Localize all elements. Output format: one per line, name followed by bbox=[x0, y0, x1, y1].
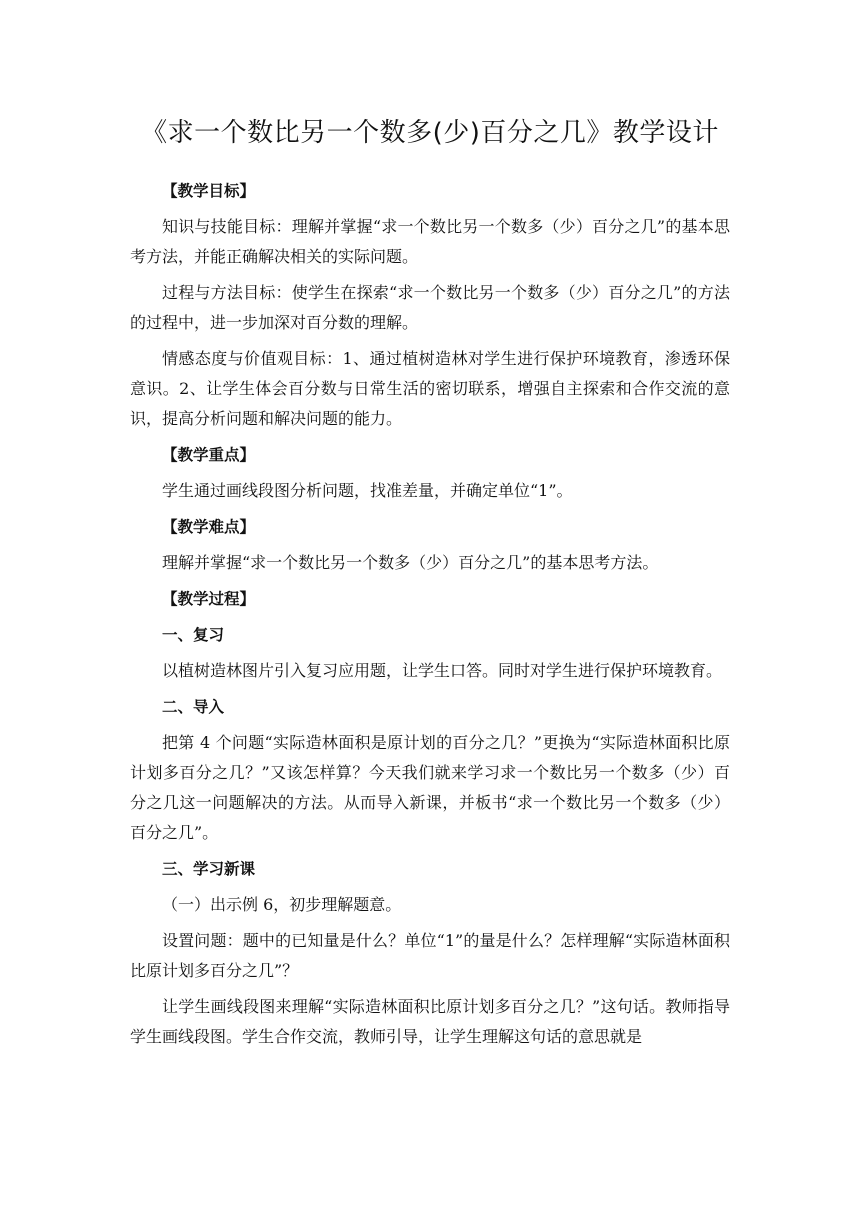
paragraph: 理解并掌握“求一个数比另一个数多（少）百分之几”的基本思考方法。 bbox=[162, 553, 659, 572]
paragraph: 以植树造林图片引入复习应用题，让学生口答。同时对学生进行保护环境教育。 bbox=[162, 661, 723, 680]
document-title: 《求一个数比另一个数多(少)百分之几》教学设计 bbox=[141, 118, 719, 148]
paragraph: 学生通过画线段图分析问题，找准差量，并确定单位“1”。 bbox=[162, 481, 573, 500]
subsection-heading: 三、学习新课 bbox=[162, 860, 256, 878]
paragraph: 设置问题：题中的已知量是什么？单位“1”的量是什么？怎样理解“实际造林面积比原计划多百分之几”？ bbox=[130, 931, 730, 980]
section-heading: 【教学难点】 bbox=[162, 518, 256, 536]
paragraph: 知识与技能目标：理解并掌握“求一个数比另一个数多（少）百分之几”的基本思考方法，并能正确解决相关的实际问题。 bbox=[130, 217, 730, 266]
section-heading: 【教学过程】 bbox=[162, 590, 256, 608]
paragraph: 把第 4 个问题“实际造林面积是原计划的百分之几？”更换为“实际造林面积比原计划多百分之几？”又该怎样算？今天我们就来学习求一个数比另一个数多（少）百分之几这一问题解决的方法。从而导入新课，并板书“求一个数比另一个数多（少）百分之几”。 bbox=[130, 733, 730, 842]
paragraph: （一）出示例 6，初步理解题意。 bbox=[162, 895, 402, 914]
section-heading: 【教学目标】 bbox=[162, 182, 256, 200]
subsection-heading: 一、复习 bbox=[162, 626, 225, 644]
section-heading: 【教学重点】 bbox=[162, 446, 256, 464]
paragraph: 让学生画线段图来理解“实际造林面积比原计划多百分之几？”这句话。教师指导学生画线段图。学生合作交流，教师引导，让学生理解这句话的意思就是 bbox=[130, 997, 730, 1046]
paragraph: 情感态度与价值观目标：1、通过植树造林对学生进行保护环境教育，渗透环保意识。2、让学生体会百分数与日常生活的密切联系，增强自主探索和合作交流的意识，提高分析问题和解决问题的能力。 bbox=[130, 349, 730, 428]
subsection-heading: 二、导入 bbox=[162, 698, 225, 716]
document-body bbox=[130, 176, 730, 1058]
paragraph: 过程与方法目标：使学生在探索“求一个数比另一个数多（少）百分之几”的方法的过程中，进一步加深对百分数的理解。 bbox=[130, 283, 730, 332]
